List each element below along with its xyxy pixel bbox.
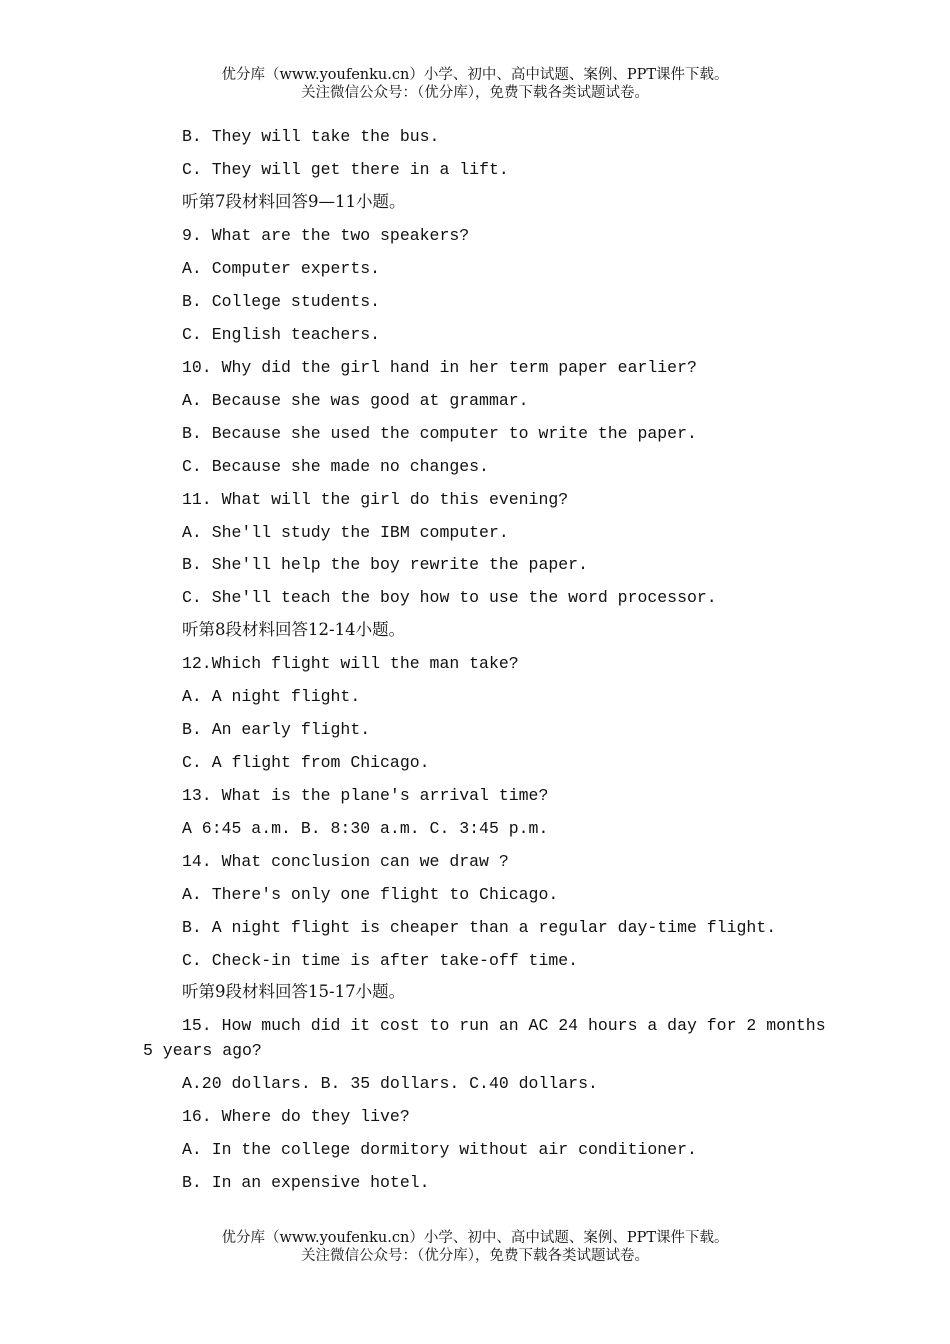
q14-option-b: B. A night flight is cheaper than a regular day-time flight. [182, 918, 777, 937]
q16-option-a: A. In the college dormitory without air conditioner. [182, 1140, 697, 1159]
q8-option-c: C. They will get there in a lift. [182, 160, 509, 179]
q9-stem: 9. What are the two speakers? [182, 226, 470, 245]
q13-options: A 6:45 a.m. B. 8:30 a.m. C. 3:45 p.m. [182, 819, 549, 838]
q9-option-c: C. English teachers. [182, 325, 381, 344]
header-line-1: 优分库（www.youfenku.cn）小学、初中、高中试题、案例、PPT课件下载。 [221, 67, 729, 83]
section7-heading: 听第7段材料回答9—11小题。 [182, 192, 406, 211]
q13-stem: 13. What is the plane's arrival time? [182, 786, 549, 805]
q15-stem-line-2: 5 years ago? [143, 1041, 262, 1060]
q12-option-b: B. An early flight. [182, 720, 371, 739]
q11-option-b: B. She'll help the boy rewrite the paper. [182, 555, 588, 574]
section9-heading: 听第9段材料回答15-17小题。 [182, 982, 406, 1001]
q12-stem: 12.Which flight will the man take? [182, 654, 519, 673]
page-footer [0, 1229, 950, 1265]
q9-option-b: B. College students. [182, 292, 381, 311]
q10-option-b: B. Because she used the computer to write the paper. [182, 424, 697, 443]
q8-option-b: B. They will take the bus. [182, 127, 440, 146]
q9-option-a: A. Computer experts. [182, 259, 381, 278]
q16-stem: 16. Where do they live? [182, 1107, 410, 1126]
q11-stem: 11. What will the girl do this evening? [182, 490, 569, 509]
q11-option-c: C. She'll teach the boy how to use the word processor. [182, 588, 717, 607]
q14-option-a: A. There's only one flight to Chicago. [182, 885, 559, 904]
q11-option-a: A. She'll study the IBM computer. [182, 523, 509, 542]
page-header [0, 66, 950, 102]
footer-line-1: 优分库（www.youfenku.cn）小学、初中、高中试题、案例、PPT课件下载。 [221, 1230, 729, 1246]
q14-stem: 14. What conclusion can we draw ? [182, 852, 509, 871]
q14-option-c: C. Check-in time is after take-off time. [182, 951, 579, 970]
q10-option-a: A. Because she was good at grammar. [182, 391, 529, 410]
q16-option-b: B. In an expensive hotel. [182, 1173, 430, 1192]
footer-line-2: 关注微信公众号：（优分库），免费下载各类试题试卷。 [301, 1248, 649, 1264]
header-line-2: 关注微信公众号：（优分库），免费下载各类试题试卷。 [301, 85, 649, 101]
q12-option-a: A. A night flight. [182, 687, 361, 706]
q10-option-c: C. Because she made no changes. [182, 457, 489, 476]
section8-heading: 听第8段材料回答12-14小题。 [182, 620, 406, 639]
q12-option-c: C. A flight from Chicago. [182, 753, 430, 772]
q15-stem-line-1: 15. How much did it cost to run an AC 24 hours a day for 2 months [182, 1016, 826, 1035]
q15-options: A.20 dollars. B. 35 dollars. C.40 dollars. [182, 1074, 598, 1093]
q10-stem: 10. Why did the girl hand in her term paper earlier? [182, 358, 697, 377]
